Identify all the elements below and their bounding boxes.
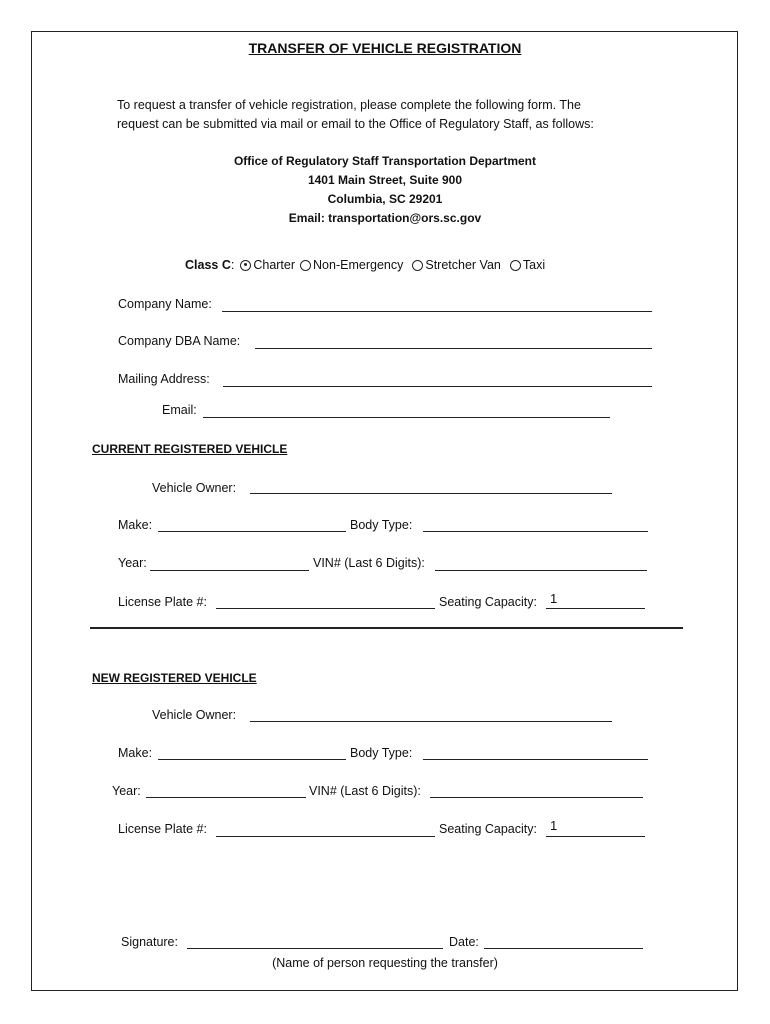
company-dba-field[interactable] (255, 348, 652, 349)
new-vehicle-heading: NEW REGISTERED VEHICLE (92, 671, 257, 685)
intro-line-1: To request a transfer of vehicle registration, please complete the following form. The (117, 98, 581, 112)
address-line-3: Columbia, SC 29201 (327, 192, 443, 206)
current-license-field[interactable] (216, 608, 435, 609)
radio-non-emergency[interactable]: Non-Emergency (300, 258, 403, 272)
class-c-row (185, 258, 550, 272)
intro-line-2: request can be submitted via mail or email to the Office of Regulatory Staff, as follows: (117, 117, 594, 131)
mailing-address-label: Mailing Address: (118, 372, 210, 386)
signature-field[interactable] (187, 948, 443, 949)
current-license-label: License Plate #: (118, 595, 207, 609)
current-year-label: Year: (118, 556, 147, 570)
current-owner-label: Vehicle Owner: (152, 481, 237, 495)
radio-stretcher-van[interactable]: Stretcher Van (412, 258, 501, 272)
radio-empty-icon (412, 260, 423, 271)
current-body-type-label: Body Type: (350, 518, 413, 532)
company-name-field[interactable] (222, 311, 652, 312)
class-c-colon: : (230, 258, 235, 272)
radio-taxi[interactable]: Taxi (510, 258, 545, 272)
radio-empty-icon (300, 260, 311, 271)
current-vin-field[interactable] (435, 570, 647, 571)
email-field[interactable] (203, 417, 610, 418)
current-seating-label: Seating Capacity: (439, 595, 537, 609)
new-license-field[interactable] (216, 836, 435, 837)
current-owner-field[interactable] (250, 493, 612, 494)
current-seating-value: 1 (550, 591, 558, 606)
signature-note: (Name of person requesting the transfer) (272, 956, 498, 970)
radio-selected-icon (240, 260, 251, 271)
radio-charter[interactable]: Charter (240, 258, 295, 272)
new-body-type-label: Body Type: (350, 746, 413, 760)
date-field[interactable] (484, 948, 643, 949)
current-year-field[interactable] (150, 570, 309, 571)
new-year-label: Year: (112, 784, 141, 798)
new-vin-field[interactable] (430, 797, 643, 798)
current-make-label: Make: (118, 518, 153, 532)
current-vin-label: VIN# (Last 6 Digits): (313, 556, 425, 570)
current-body-type-field[interactable] (423, 531, 648, 532)
radio-empty-icon (510, 260, 521, 271)
new-owner-label: Vehicle Owner: (152, 708, 237, 722)
current-make-field[interactable] (158, 531, 346, 532)
form-title: TRANSFER OF VEHICLE REGISTRATION (248, 40, 522, 56)
signature-label: Signature: (121, 935, 178, 949)
address-line-1: Office of Regulatory Staff Transportation Department (233, 154, 537, 168)
new-seating-value: 1 (550, 818, 558, 833)
new-make-field[interactable] (158, 759, 346, 760)
date-label: Date: (449, 935, 479, 949)
address-email: Email: transportation@ors.sc.gov (288, 211, 482, 225)
new-year-field[interactable] (146, 797, 306, 798)
new-license-label: License Plate #: (118, 822, 207, 836)
new-seating-field[interactable] (546, 836, 645, 837)
current-vehicle-heading: CURRENT REGISTERED VEHICLE (92, 442, 288, 456)
new-seating-label: Seating Capacity: (439, 822, 537, 836)
company-dba-label: Company DBA Name: (118, 334, 241, 348)
current-seating-field[interactable] (546, 608, 645, 609)
new-vin-label: VIN# (Last 6 Digits): (309, 784, 421, 798)
address-line-2: 1401 Main Street, Suite 900 (307, 173, 463, 187)
section-divider (90, 627, 683, 629)
new-body-type-field[interactable] (423, 759, 648, 760)
email-label: Email: (162, 403, 197, 417)
mailing-address-field[interactable] (223, 386, 652, 387)
company-name-label: Company Name: (118, 297, 212, 311)
new-owner-field[interactable] (250, 721, 612, 722)
class-c-label: Class C (185, 258, 231, 272)
new-make-label: Make: (118, 746, 153, 760)
